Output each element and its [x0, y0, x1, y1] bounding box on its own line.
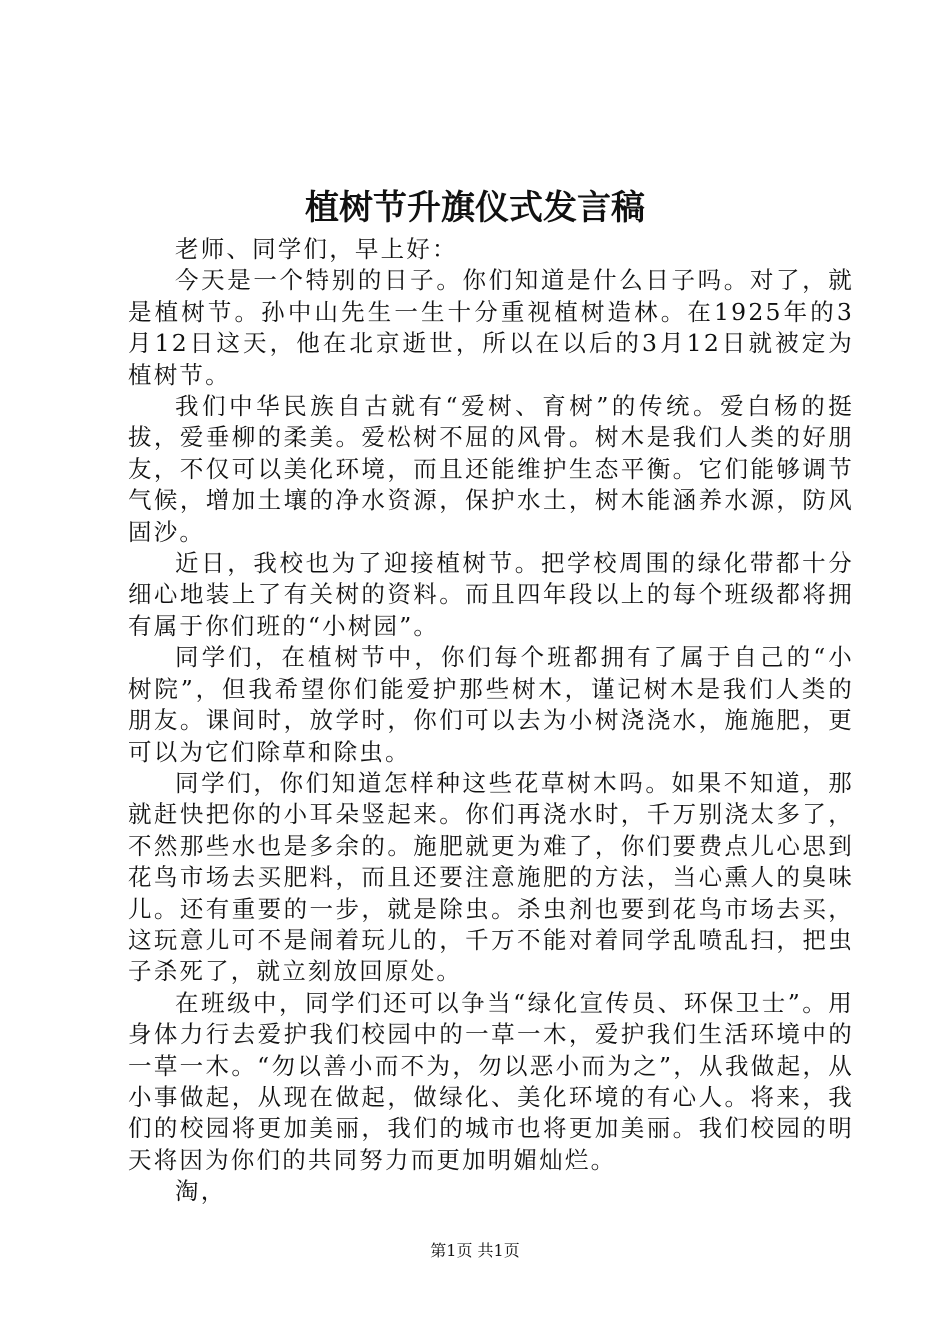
paragraph: 在班级中，同学们还可以争当“绿化宣传员、环保卫士”。用身体力行去爱护我们校园中的一草一木，爱护我们生活环境中的一草一木。“勿以善小而不为，勿以恶小而为之”，从我做起，从小事做起，从现在做起，做绿化、美化环境的有心人。将来，我们的校园将更加美丽，我们的城市也将更加美丽。我们校园的明天将因为你们的共同努力而更加明媚灿烂。 [128, 988, 854, 1174]
paragraph: 同学们，在植树节中，你们每个班都拥有了属于自己的“小树院”，但我希望你们能爱护那些树木，谨记树木是我们人类的朋友。课间时，放学时，你们可以去为小树浇浇水，施施肥，更可以为它们除草和除虫。 [128, 643, 854, 766]
paragraph: 今天是一个特别的日子。你们知道是什么日子吗。对了，就是植树节。孙中山先生一生十分重视植树造林。在1925年的3月12日这天，他在北京逝世，所以在以后的3月12日就被定为植树节。 [128, 266, 854, 389]
page-footer: 第1页 共1页 [430, 1241, 520, 1260]
paragraph: 我们中华民族自古就有“爱树、育树”的传统。爱白杨的挺拔，爱垂柳的柔美。爱松树不屈的风骨。树木是我们人类的好朋友，不仅可以美化环境，而且还能维护生态平衡。它们能够调节气候，增加土壤的净水资源，保护水土，树木能涵养水源，防风固沙。 [128, 392, 854, 546]
document-body [128, 234, 854, 1208]
document-title: 植树节升旗仪式发言稿 [305, 188, 645, 228]
paragraph-greeting: 老师、同学们，早上好： [175, 235, 458, 263]
paragraph: 近日，我校也为了迎接植树节。把学校周围的绿化带都十分细心地装上了有关树的资料。而且四年段以上的每个班级都将拥有属于你们班的“小树园”。 [128, 549, 854, 640]
paragraph: 同学们，你们知道怎样种这些花草树木吗。如果不知道，那就赶快把你的小耳朵竖起来。你们再浇水时，千万别浇太多了，不然那些水也是多余的。施肥就更为难了，你们要费点儿心思到花鸟市场去买肥料，而且还要注意施肥的方法，当心熏人的臭味儿。还有重要的一步，就是除虫。杀虫剂也要到花鸟市场去买，这玩意儿可不是闹着玩儿的，千万不能对着同学乱喷乱扫，把虫子杀死了，就立刻放回原处。 [128, 768, 854, 986]
paragraph-closing: 淘， [175, 1177, 227, 1206]
